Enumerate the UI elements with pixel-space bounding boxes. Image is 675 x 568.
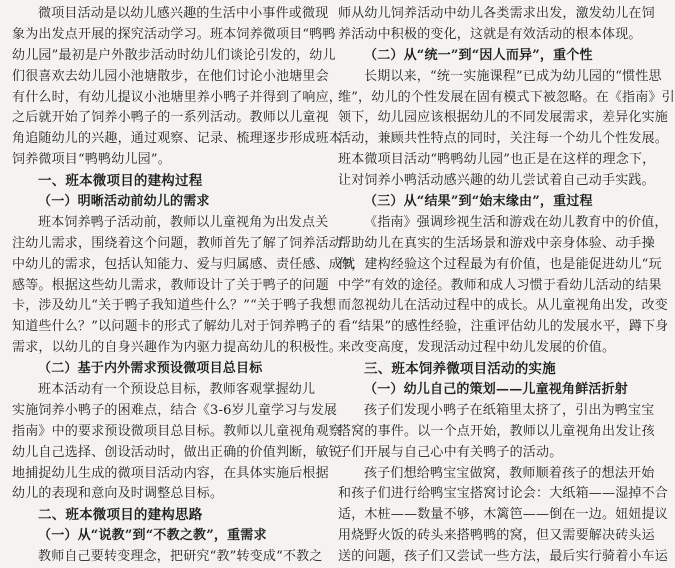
text-line: 注幼儿需求，围绕着这个问题，教师首先了解了饲养活动 <box>12 235 343 251</box>
text-line: 实施饲养小鸭子的困难点，结合《3-6岁儿童学习与发展 <box>12 402 338 418</box>
text-line: 卡，涉及幼儿“关于鸭子我知道些什么？”“关于鸭子我想 <box>12 298 337 314</box>
text-line: 象为出发点开展的探究活动学习。班本饲养微项目“鸭鸭 <box>12 26 336 42</box>
text-line: 角追随幼儿的兴趣，通过观察、记录、梳理逐步形成班本 <box>12 131 343 147</box>
text-line: 饲养微项目“鸭鸭幼儿园”。 <box>12 152 171 168</box>
text-line: 而忽视幼儿在活动过程中的成长。从儿童视角出发，改变 <box>338 298 669 314</box>
text-line: 中幼儿的需求，包括认知能力、爱与归属感、责任感、成就 <box>12 256 356 272</box>
text-line: 维”，幼儿的个性发展在固有模式下被忽略。在《指南》引 <box>338 89 675 105</box>
subsection-heading: （一）明晰活动前幼儿的需求 <box>38 194 210 210</box>
text-line: 感等。根据这些幼儿需求，教师设计了关于鸭子的问题 <box>12 277 329 293</box>
right-column <box>338 4 675 568</box>
text-line: 班本活动有一个预设总目标，教师客观掌握幼儿 <box>38 382 316 398</box>
text-line: 看“结果”的感性经验，注重评估幼儿的发展水平，蹲下身 <box>338 319 669 335</box>
text-line: 用烧野火饭的砖头来搭鸭鸭的窝，但又需要解决砖头运 <box>338 528 655 544</box>
text-line: 幼儿自己选择、创设活动时，做出正确的价值判断，敏锐 <box>12 444 343 460</box>
left-column <box>12 4 356 568</box>
text-line: 长期以来，“统一实施课程”已成为幼儿园的“惯性思 <box>364 68 662 84</box>
text-line: 幼儿园”最初是户外散步活动时幼儿们谈论引发的，幼儿 <box>12 47 336 63</box>
text-line: 子们开展与自己心中有关鸭子的活动。 <box>338 444 563 460</box>
text-line: 和孩子们进行给鸭宝宝搭窝讨论会：大纸箱——湿掉不合 <box>338 486 669 502</box>
text-line: 养活动中积极的变化，这就是有效活动的根本体现。 <box>338 26 642 42</box>
text-line: 微项目活动是以幼儿感兴趣的生活中小事件或微现 <box>38 6 329 21</box>
subsection-heading: （一）幼儿自己的策划——儿童视角鲜活折射 <box>364 382 629 398</box>
subsection-heading: （一）从“说教”到“不教之教”，重需求 <box>38 528 267 544</box>
text-line: 领下，幼儿园应该根据幼儿的不同发展需求，差异化实施 <box>338 110 669 126</box>
text-line: 指南》中的要求预设微项目总目标。教师以儿童视角观察 <box>12 423 343 439</box>
text-line: 班本饲养鸭子活动前，教师以儿童视角为出发点关 <box>38 214 329 230</box>
text-line: 地捕捉幼儿生成的微项目活动内容，在具体实施后根据 <box>12 465 329 481</box>
section-heading: 一、班本微项目的建构过程 <box>38 173 203 190</box>
text-line: 教师自己要转变理念，把研究“教”转变成“不教之 <box>38 549 323 565</box>
text-line: 孩子们发现小鸭子在纸箱里太挤了，引出为鸭宝宝 <box>364 402 655 418</box>
text-line: 作，建构经验这个过程最为有价值，也是能促进幼儿“玩 <box>338 256 662 272</box>
text-line: 搭窝的事件。以一个点开始，教师以儿童视角出发让孩 <box>338 423 655 439</box>
text-line: 师从幼儿饲养活动中幼儿各类需求出发，激发幼儿在饲 <box>338 6 655 21</box>
text-line: 让对饲养小鸭活动感兴趣的幼儿尝试着自己动手实践。 <box>338 173 655 189</box>
text-line: 班本微项目活动“鸭鸭幼儿园”也正是在这样的理念下， <box>338 152 656 168</box>
section-heading: 三、班本饲养微项目活动的实施 <box>364 361 556 378</box>
subsection-heading: （二）基于内外需求预设微项目总目标 <box>38 361 263 377</box>
subsection-heading: （二）从“统一”到“因人而异”，重个性 <box>364 47 593 63</box>
subsection-heading: （三）从“结果”到“始末缘由”，重过程 <box>364 194 593 210</box>
text-line: 有什么时，有幼儿提议小池塘里养小鸭子并得到了响应， <box>12 89 343 105</box>
text-line: 帮助幼儿在真实的生活场景和游戏中亲身体验、动手操 <box>338 235 655 251</box>
text-line: 孩子们想给鸭宝宝做窝，教师顺着孩子的想法开始 <box>364 465 655 481</box>
text-line: 送的问题，孩子们又尝试一些方法，最后实行骑着小车运 <box>338 549 669 565</box>
text-line: 知道些什么？”以问题卡的形式了解幼儿对于饲养鸭子的 <box>12 319 336 335</box>
text-line: 幼儿的表现和意向及时调整总目标。 <box>12 486 224 502</box>
text-line: 需求，以幼儿的自身兴趣作为内驱力提高幼儿的积极性。 <box>12 340 343 356</box>
text-line: 《指南》强调珍视生活和游戏在幼儿教育中的价值， <box>364 214 668 230</box>
section-heading: 二、班本微项目的建构思路 <box>38 507 203 524</box>
text-line: 来改变高度，发现活动过程中幼儿发展的价值。 <box>338 340 616 356</box>
text-line: 们很喜欢去幼儿园小池塘散步，在他们讨论小池塘里会 <box>12 68 329 84</box>
text-line: 活动，兼顾共性特点的同时，关注每一个幼儿个性发展。 <box>338 131 669 147</box>
text-line: 之后就开始了饲养小鸭子的一系列活动。教师以儿童视 <box>12 110 329 126</box>
text-line: 适，木桩——数量不够，木篱笆——倒在一边。妞妞提议 <box>338 507 669 523</box>
text-line: 中学”有效的途径。教师和成人习惯于看幼儿活动的结果 <box>338 277 662 293</box>
